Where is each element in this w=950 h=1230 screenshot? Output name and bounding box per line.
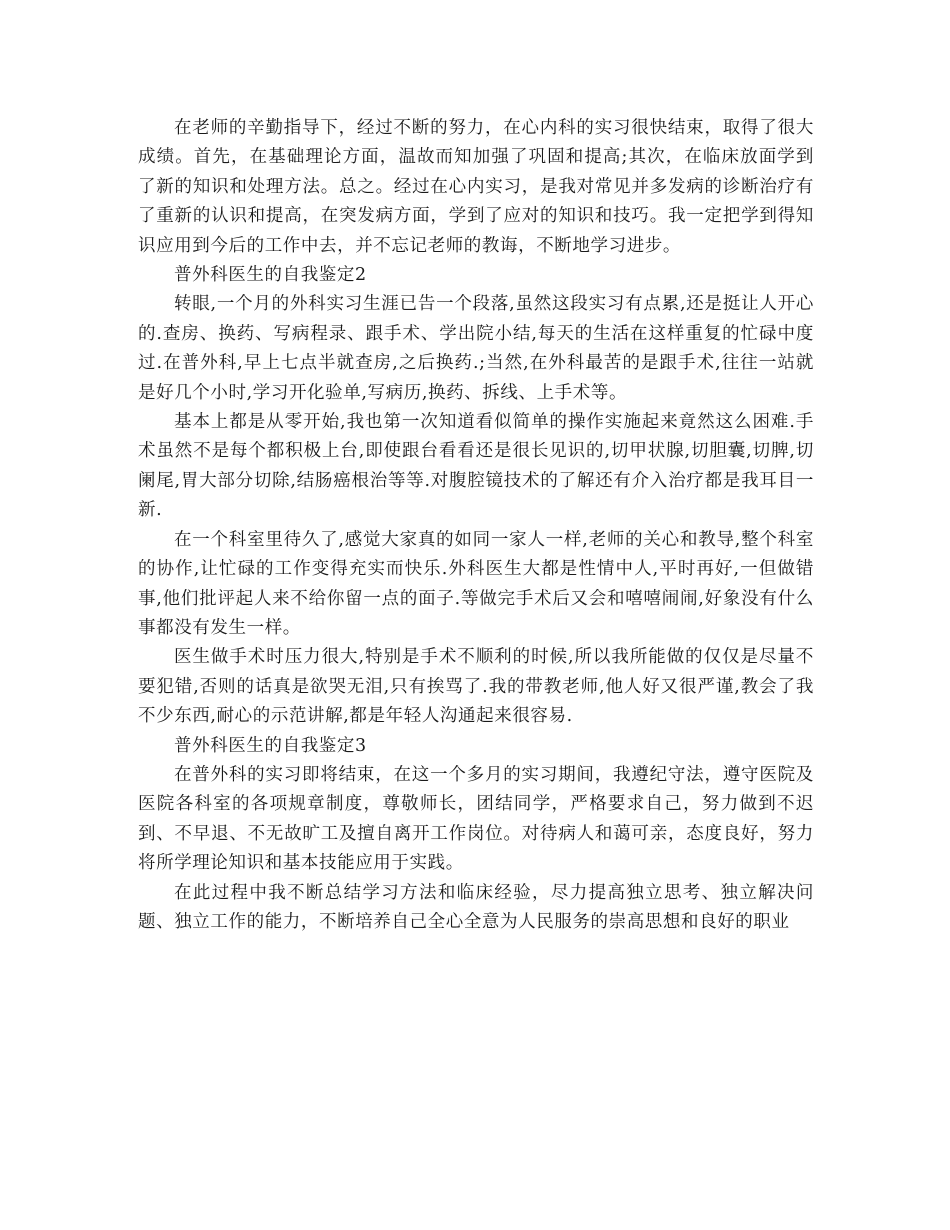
paragraph-discipline: 在普外科的实习即将结束，在这一个多月的实习期间，我遵纪守法，遵守医院及医院各科室的各项规章制度，尊敬师长，团结同学，严格要求自己，努力做到不迟到、不早退、不无故旷工及擅自离开工作岗位。对待病人和蔼可亲，态度良好，努力将所学理论知识和基本技能应用于实践。 <box>138 764 814 874</box>
paragraph-surgery-learning: 基本上都是从零开始,我也第一次知道看似简单的操作实施起来竟然这么困难.手术虽然不是每个都积极上台,即使跟台看看还是很长见识的,切甲状腺,切胆囊,切脾,切阑尾,胃大部分切除,结肠癌根治等等.对腹腔镜技术的了解还有介入治疗都是我耳目一新. <box>138 412 814 521</box>
section-heading-2: 普外科医生的自我鉴定2 <box>174 265 367 286</box>
paragraph-self-improvement: 在此过程中我不断总结学习方法和临床经验，尽力提高独立思考、独立解决问题、独立工作的能力，不断培养自己全心全意为人民服务的崇高思想和良好的职业 <box>138 882 814 932</box>
section-heading-3: 普外科医生的自我鉴定3 <box>174 735 367 756</box>
paragraph-surgery-pressure: 医生做手术时压力很大,特别是手术不顺利的时候,所以我所能做的仅仅是尽量不要犯错,否则的话真是欲哭无泪,只有挨骂了.我的带教老师,他人好又很严谨,教会了我不少东西,耐心的示范讲解,都是年轻人沟通起来很容易. <box>138 647 814 727</box>
document-body <box>138 114 814 937</box>
paragraph-surgery-routine: 转眼,一个月的外科实习生涯已告一个段落,虽然这段实习有点累,还是挺让人开心的.查房、换药、写病程录、跟手术、学出院小结,每天的生活在这样重复的忙碌中度过.在普外科,早上七点半就查房,之后换药.;当然,在外科最苦的是跟手术,往往一站就是好几个小时,学习开化验单,写病历,换药、拆线、上手术等。 <box>138 294 814 403</box>
paragraph-cardiology-summary: 在老师的辛勤指导下，经过不断的努力，在心内科的实习很快结束，取得了很大成绩。首先，在基础理论方面，温故而知加强了巩固和提高;其次，在临床放面学到了新的知识和处理方法。总之。经过在心内实习，是我对常见并多发病的诊断治疗有了重新的认识和提高，在突发病方面，学到了应对的知识和技巧。我一定把学到得知识应用到今后的工作中去，并不忘记老师的教诲，不断地学习进步。 <box>138 118 814 256</box>
paragraph-department-team: 在一个科室里待久了,感觉大家真的如同一家人一样,老师的关心和教导,整个科室的协作,让忙碌的工作变得充实而快乐.外科医生大都是性情中人,平时再好,一但做错事,他们批评起人来不给你留一点的面子.等做完手术后又会和嘻嘻闹闹,好象没有什么事都没有发生一样。 <box>138 529 814 638</box>
